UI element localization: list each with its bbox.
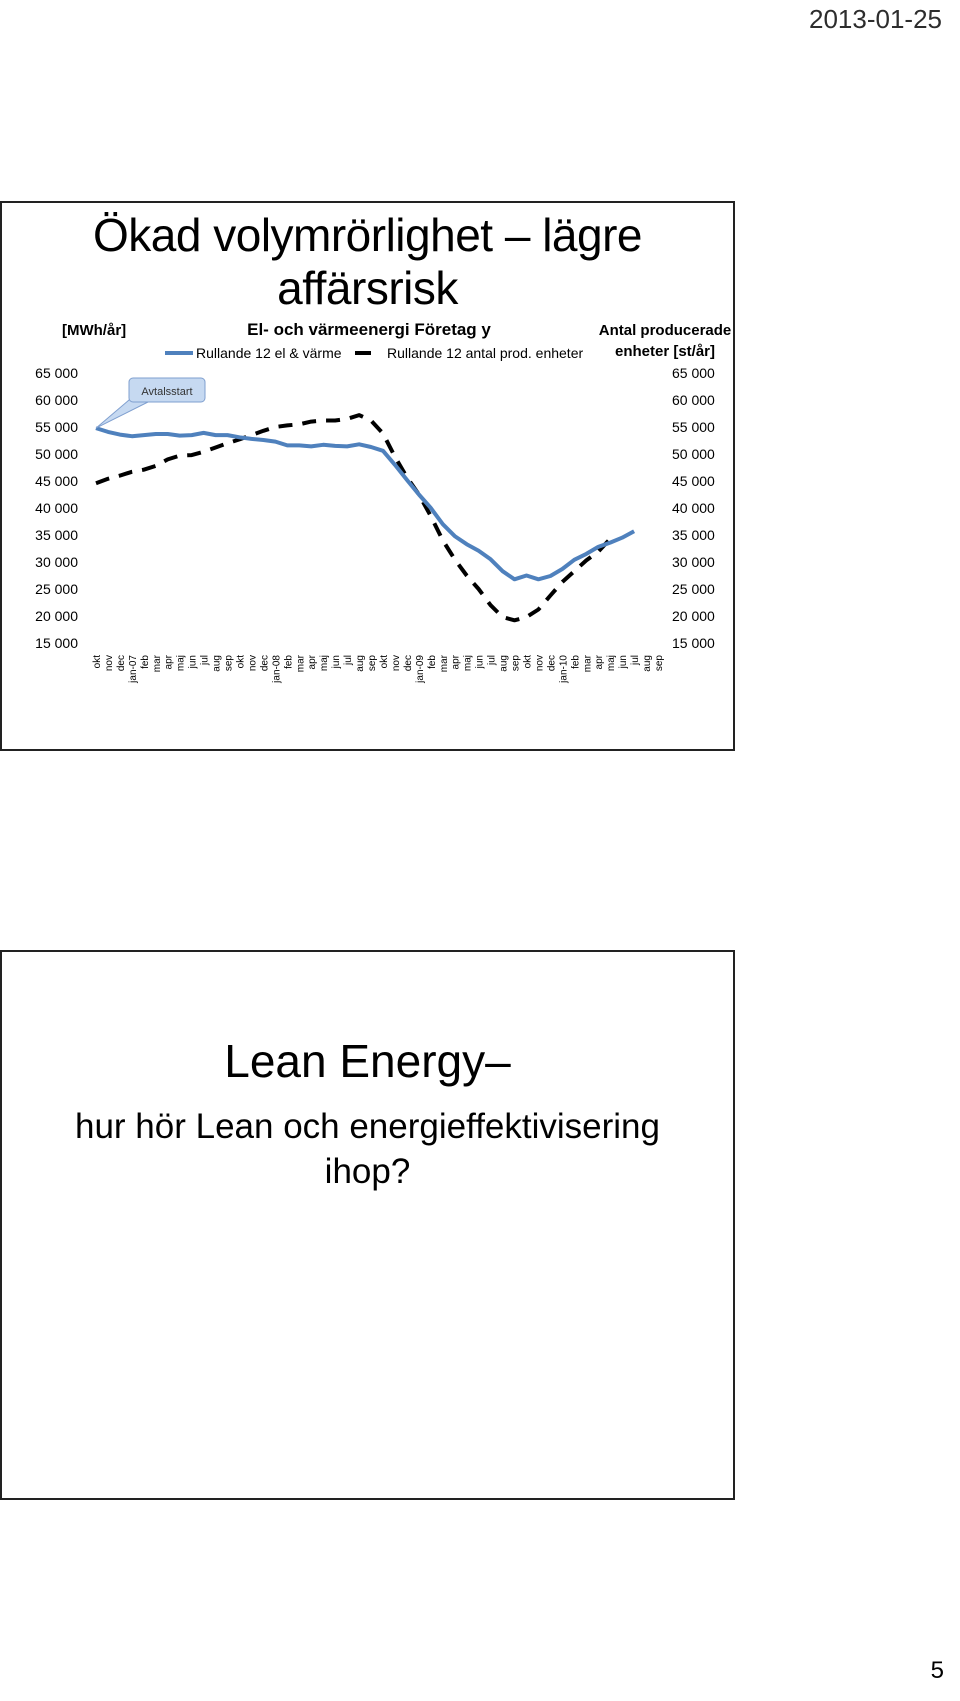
x-tick-label: dec — [402, 655, 414, 672]
avtalsstart-callout-label: Avtalsstart — [141, 386, 193, 398]
x-tick-label: dec — [115, 655, 127, 672]
x-tick-label: dec — [259, 655, 271, 672]
y-right-tick-label: 45 000 — [672, 473, 715, 489]
x-tick-label: mar — [151, 655, 163, 673]
x-tick-label: jul — [343, 655, 355, 666]
x-tick-label: sep — [223, 655, 235, 672]
x-tick-label: apr — [163, 655, 175, 670]
x-tick-label: jul — [630, 655, 642, 666]
legend-label-el-varme: Rullande 12 el & värme — [196, 345, 342, 361]
x-tick-label: nov — [390, 655, 402, 672]
x-tick-label: jun — [187, 655, 199, 669]
x-tick-label: okt — [235, 655, 247, 669]
date-label: 2013-01-25 — [809, 4, 942, 34]
x-tick-label: jun — [618, 655, 630, 669]
y-right-tick-label: 65 000 — [672, 365, 715, 381]
x-tick-label: okt — [378, 655, 390, 669]
x-tick-label: jan-07 — [127, 655, 139, 683]
y-left-tick-label: 60 000 — [35, 392, 78, 408]
avtalsstart-callout-pointer — [96, 400, 152, 428]
page-number: 5 — [930, 1657, 944, 1684]
y-left-tick-label: 55 000 — [35, 419, 78, 435]
y-left-axis-label: [MWh/år] — [62, 322, 127, 339]
x-tick-label: apr — [594, 655, 606, 670]
x-tick-label: feb — [570, 655, 582, 669]
y-left-tick-label: 50 000 — [35, 446, 78, 462]
y-right-tick-label: 35 000 — [672, 527, 715, 543]
slide-2-title: Lean Energy– — [224, 1035, 511, 1087]
y-left-tick-label: 45 000 — [35, 473, 78, 489]
x-tick-label: apr — [307, 655, 319, 670]
x-tick-label: aug — [642, 655, 654, 672]
y-right-tick-label: 50 000 — [672, 446, 715, 462]
y-left-tick-label: 15 000 — [35, 635, 78, 651]
slide-1 — [0, 201, 735, 751]
x-tick-label: aug — [498, 655, 510, 672]
chart-title: El- och värmeenergi Företag y — [247, 320, 491, 339]
x-tick-label: jan-09 — [414, 655, 426, 683]
y-right-tick-label: 25 000 — [672, 581, 715, 597]
series-line-el-varme — [96, 428, 634, 579]
x-tick-label: nov — [103, 655, 115, 672]
y-right-tick-label: 55 000 — [672, 419, 715, 435]
x-tick-label: jan-08 — [271, 655, 283, 683]
x-tick-label: jul — [486, 655, 498, 666]
x-tick-label: jun — [474, 655, 486, 669]
y-left-tick-label: 65 000 — [35, 365, 78, 381]
x-tick-label: nov — [534, 655, 546, 672]
x-tick-label: apr — [450, 655, 462, 670]
legend-label-antal-enheter: Rullande 12 antal prod. enheter — [387, 345, 584, 361]
y-right-tick-label: 30 000 — [672, 554, 715, 570]
y-left-tick-label: 40 000 — [35, 500, 78, 516]
x-tick-label: aug — [211, 655, 223, 672]
x-tick-label: maj — [175, 655, 187, 672]
x-tick-label: aug — [355, 655, 367, 672]
x-tick-label: maj — [606, 655, 618, 672]
x-tick-label: okt — [92, 655, 103, 669]
x-tick-label: jul — [199, 655, 211, 666]
y-right-tick-label: 60 000 — [672, 392, 715, 408]
slide-2-subtitle-line-2: ihop? — [324, 1152, 411, 1191]
y-left-tick-label: 30 000 — [35, 554, 78, 570]
y-right-tick-label: 20 000 — [672, 608, 715, 624]
x-tick-label: sep — [367, 655, 379, 672]
x-tick-label: feb — [139, 655, 151, 669]
x-tick-label: mar — [438, 655, 450, 673]
x-tick-label: nov — [247, 655, 259, 672]
x-tick-label: maj — [462, 655, 474, 672]
slide-2-subtitle — [2, 1104, 733, 1194]
line-chart — [2, 279, 737, 749]
x-tick-label: sep — [654, 655, 665, 672]
x-tick-label: okt — [522, 655, 534, 669]
slide-2 — [0, 950, 735, 1500]
x-tick-label: mar — [295, 655, 307, 673]
y-right-axis-label-line-1: Antal producerade — [598, 322, 732, 339]
x-tick-label: maj — [319, 655, 331, 672]
y-right-axis-label-line-2: enheter [st/år] — [614, 343, 716, 360]
slide-1-title: Ökad volymrörlighet – lägre affärsrisk — [93, 209, 642, 314]
x-tick-label: dec — [546, 655, 558, 672]
slide-2-subtitle-line-1: hur hör Lean och energieffektivisering — [74, 1107, 660, 1146]
x-tick-label: feb — [283, 655, 295, 669]
x-tick-label: feb — [426, 655, 438, 669]
y-left-tick-label: 20 000 — [35, 608, 78, 624]
y-right-tick-label: 40 000 — [672, 500, 715, 516]
x-tick-label: mar — [582, 655, 594, 673]
y-left-tick-label: 35 000 — [35, 527, 78, 543]
x-tick-label: jan-10 — [558, 655, 570, 683]
y-right-tick-label: 15 000 — [672, 635, 715, 651]
x-tick-label: jun — [331, 655, 343, 669]
y-left-tick-label: 25 000 — [35, 581, 78, 597]
x-tick-label: sep — [510, 655, 522, 672]
